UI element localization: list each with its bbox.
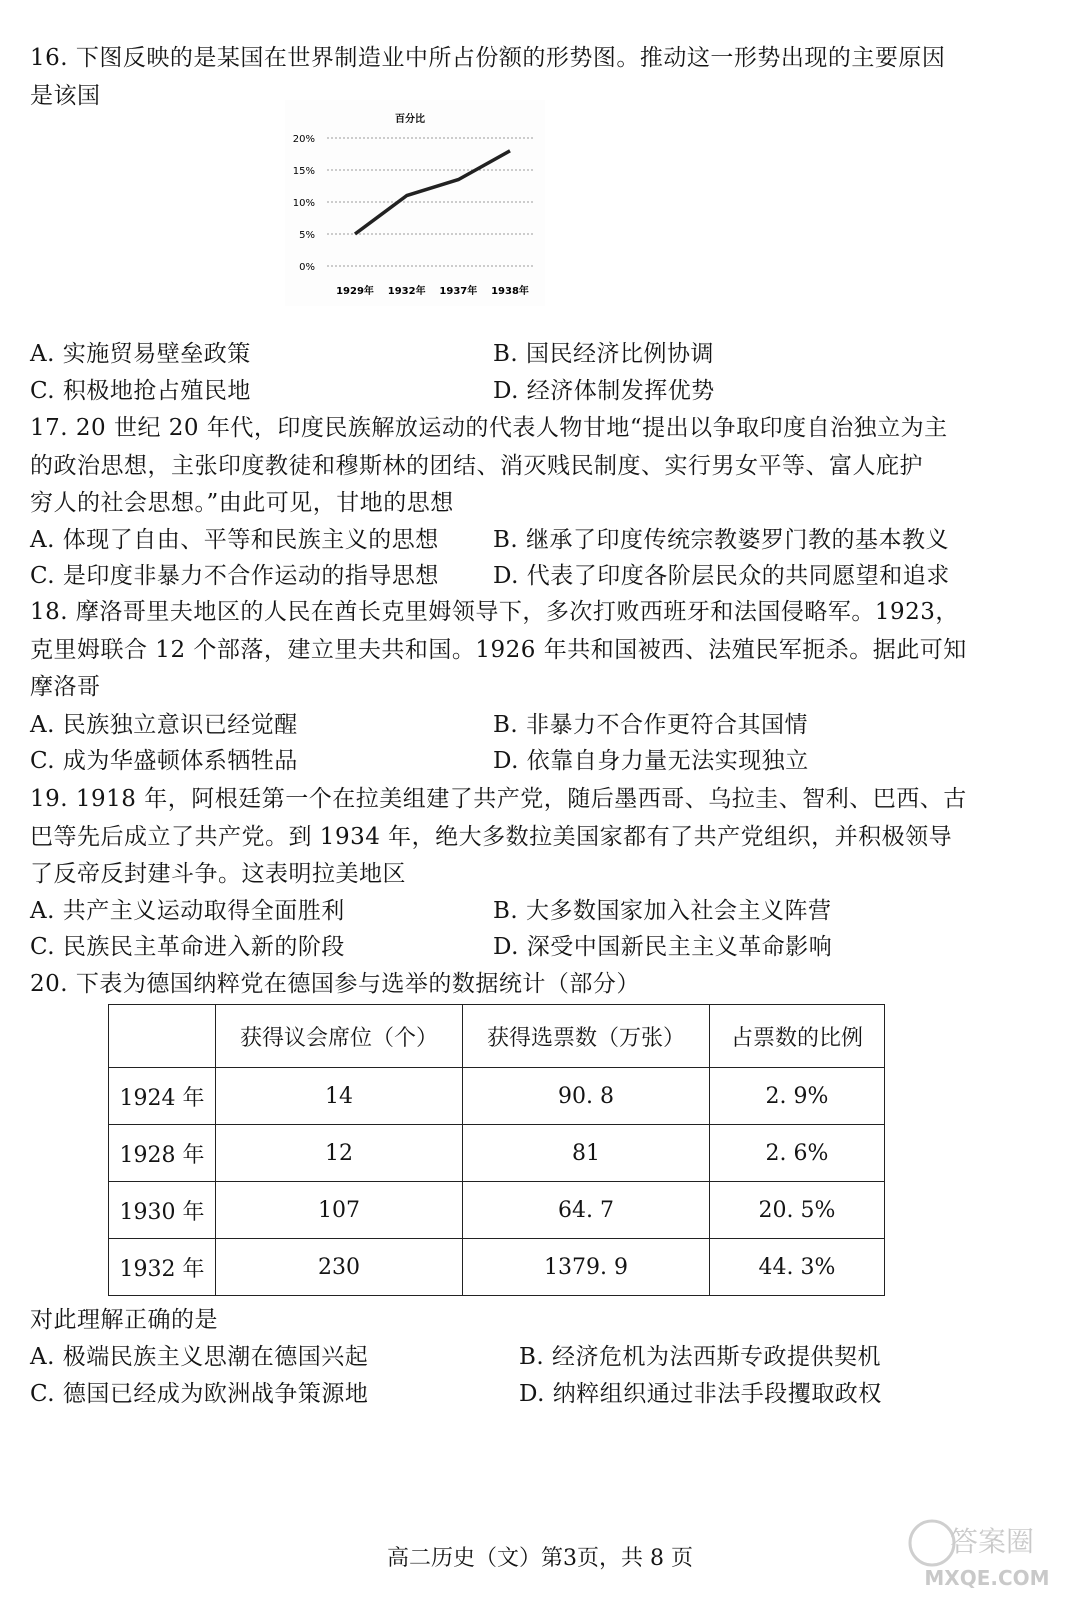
- table-cell: 1930 年: [109, 1182, 216, 1239]
- chart-background: [285, 100, 545, 306]
- chart-y-tick-label: 0%: [299, 262, 315, 273]
- q16-option-c[interactable]: C. 积极地抢占殖民地: [30, 378, 251, 404]
- watermark-text: 答案圈: [949, 1525, 1035, 1558]
- q17-option-c[interactable]: C. 是印度非暴力不合作运动的指导思想: [30, 563, 439, 589]
- table-cell: 12: [216, 1125, 463, 1182]
- q18-option-d[interactable]: D. 依靠自身力量无法实现独立: [493, 748, 809, 774]
- table-cell: 20. 5%: [710, 1182, 885, 1239]
- table-cell: 2. 9%: [710, 1068, 885, 1125]
- q19-option-d[interactable]: D. 深受中国新民主主义革命影响: [493, 934, 833, 960]
- q16-stem-line2: 是该国: [30, 83, 101, 109]
- table-row: [109, 1239, 885, 1296]
- q18-option-b[interactable]: B. 非暴力不合作更符合其国情: [493, 712, 809, 738]
- q19-stem-line3: 了反帝反封建斗争。这表明拉美地区: [30, 861, 406, 887]
- table-header-cell: [109, 1005, 216, 1068]
- table-row: [109, 1068, 885, 1125]
- q18-stem-line1: 18. 摩洛哥里夫地区的人民在酋长克里姆领导下，多次打败西班牙和法国侵略军。1923，: [30, 599, 959, 625]
- table-header-cell: 占票数的比例: [710, 1005, 885, 1068]
- table-cell: 1924 年: [109, 1068, 216, 1125]
- q20-option-b[interactable]: B. 经济危机为法西斯专政提供契机: [519, 1344, 882, 1370]
- table-header-row: [109, 1005, 885, 1068]
- q19-option-c[interactable]: C. 民族民主革命进入新的阶段: [30, 934, 345, 960]
- q16-stem-line1: 16. 下图反映的是某国在世界制造业中所占份额的形势图。推动这一形势出现的主要原因: [30, 45, 946, 71]
- q19-option-b[interactable]: B. 大多数国家加入社会主义阵营: [493, 898, 832, 924]
- q18-option-a[interactable]: A. 民族独立意识已经觉醒: [30, 712, 298, 738]
- q16-option-a[interactable]: A. 实施贸易壁垒政策: [30, 341, 251, 367]
- table-cell: 90. 8: [463, 1068, 710, 1125]
- table-cell: 81: [463, 1125, 710, 1182]
- q16-option-b[interactable]: B. 国民经济比例协调: [493, 341, 715, 367]
- chart-title: 百分比: [395, 114, 425, 125]
- chart-x-tick-label: 1929年: [336, 286, 374, 297]
- q16-option-d[interactable]: D. 经济体制发挥优势: [493, 378, 715, 404]
- q19-stem-line1: 19. 1918 年，阿根廷第一个在拉美组建了共产党，随后墨西哥、乌拉圭、智利、巴西、古: [30, 786, 967, 812]
- q17-stem-line1: 17. 20 世纪 20 年代，印度民族解放运动的代表人物甘地“提出以争取印度自治独立为主: [30, 415, 948, 441]
- chart-y-tick-label: 15%: [292, 166, 315, 177]
- q17-option-d[interactable]: D. 代表了印度各阶层民众的共同愿望和追求: [493, 563, 950, 589]
- q18-stem-line3: 摩洛哥: [30, 674, 101, 700]
- chart-y-tick-label: 5%: [299, 230, 315, 241]
- q20-after-table: 对此理解正确的是: [30, 1307, 218, 1333]
- watermark-url: MXQE.COM: [924, 1566, 1050, 1590]
- q18-stem-line2: 克里姆联合 12 个部落，建立里夫共和国。1926 年共和国被西、法殖民军扼杀。据此可知: [30, 637, 967, 663]
- table-header-cell: 获得选票数（万张）: [463, 1005, 710, 1068]
- chart-x-tick-label: 1932年: [387, 286, 426, 297]
- table-cell: 1932 年: [109, 1239, 216, 1296]
- chart-y-tick-label: 10%: [292, 198, 315, 209]
- table-cell: 64. 7: [463, 1182, 710, 1239]
- q17-option-b[interactable]: B. 继承了印度传统宗教婆罗门教的基本教义: [493, 527, 950, 553]
- chart-svg: [285, 100, 545, 306]
- q17-stem-line2: 的政治思想，主张印度教徒和穆斯林的团结、消灭贱民制度、实行男女平等、富人庇护: [30, 453, 923, 479]
- election-data-table: [108, 1004, 885, 1296]
- watermark-logo: [892, 1513, 1062, 1593]
- q18-option-c[interactable]: C. 成为华盛顿体系牺牲品: [30, 748, 298, 774]
- q16-line-chart: [285, 100, 545, 306]
- table-header-cell: 获得议会席位（个）: [216, 1005, 463, 1068]
- table-row: [109, 1125, 885, 1182]
- page-footer: 高二历史（文）第3页，共 8 页: [387, 1546, 693, 1571]
- q19-stem-line2: 巴等先后成立了共产党。到 1934 年，绝大多数拉美国家都有了共产党组织，并积极领导: [30, 824, 953, 850]
- watermark-circle-icon: [910, 1521, 954, 1565]
- table-row: [109, 1182, 885, 1239]
- table-cell: 44. 3%: [710, 1239, 885, 1296]
- table-cell: 230: [216, 1239, 463, 1296]
- q20-stem-line1: 20. 下表为德国纳粹党在德国参与选举的数据统计（部分）: [30, 971, 640, 997]
- table-cell: 2. 6%: [710, 1125, 885, 1182]
- table-cell: 14: [216, 1068, 463, 1125]
- table-cell: 1928 年: [109, 1125, 216, 1182]
- q17-stem-line3: 穷人的社会思想。”由此可见，甘地的思想: [30, 490, 454, 516]
- chart-x-tick-label: 1938年: [491, 286, 529, 297]
- q20-option-d[interactable]: D. 纳粹组织通过非法手段攫取政权: [519, 1381, 882, 1407]
- q20-option-a[interactable]: A. 极端民族主义思潮在德国兴起: [30, 1344, 369, 1370]
- q20-option-c[interactable]: C. 德国已经成为欧洲战争策源地: [30, 1381, 369, 1407]
- q19-option-a[interactable]: A. 共产主义运动取得全面胜利: [30, 898, 345, 924]
- q17-option-a[interactable]: A. 体现了自由、平等和民族主义的思想: [30, 527, 439, 553]
- chart-y-tick-label: 20%: [292, 134, 315, 145]
- table-cell: 1379. 9: [463, 1239, 710, 1296]
- chart-x-tick-label: 1937年: [439, 286, 478, 297]
- table-cell: 107: [216, 1182, 463, 1239]
